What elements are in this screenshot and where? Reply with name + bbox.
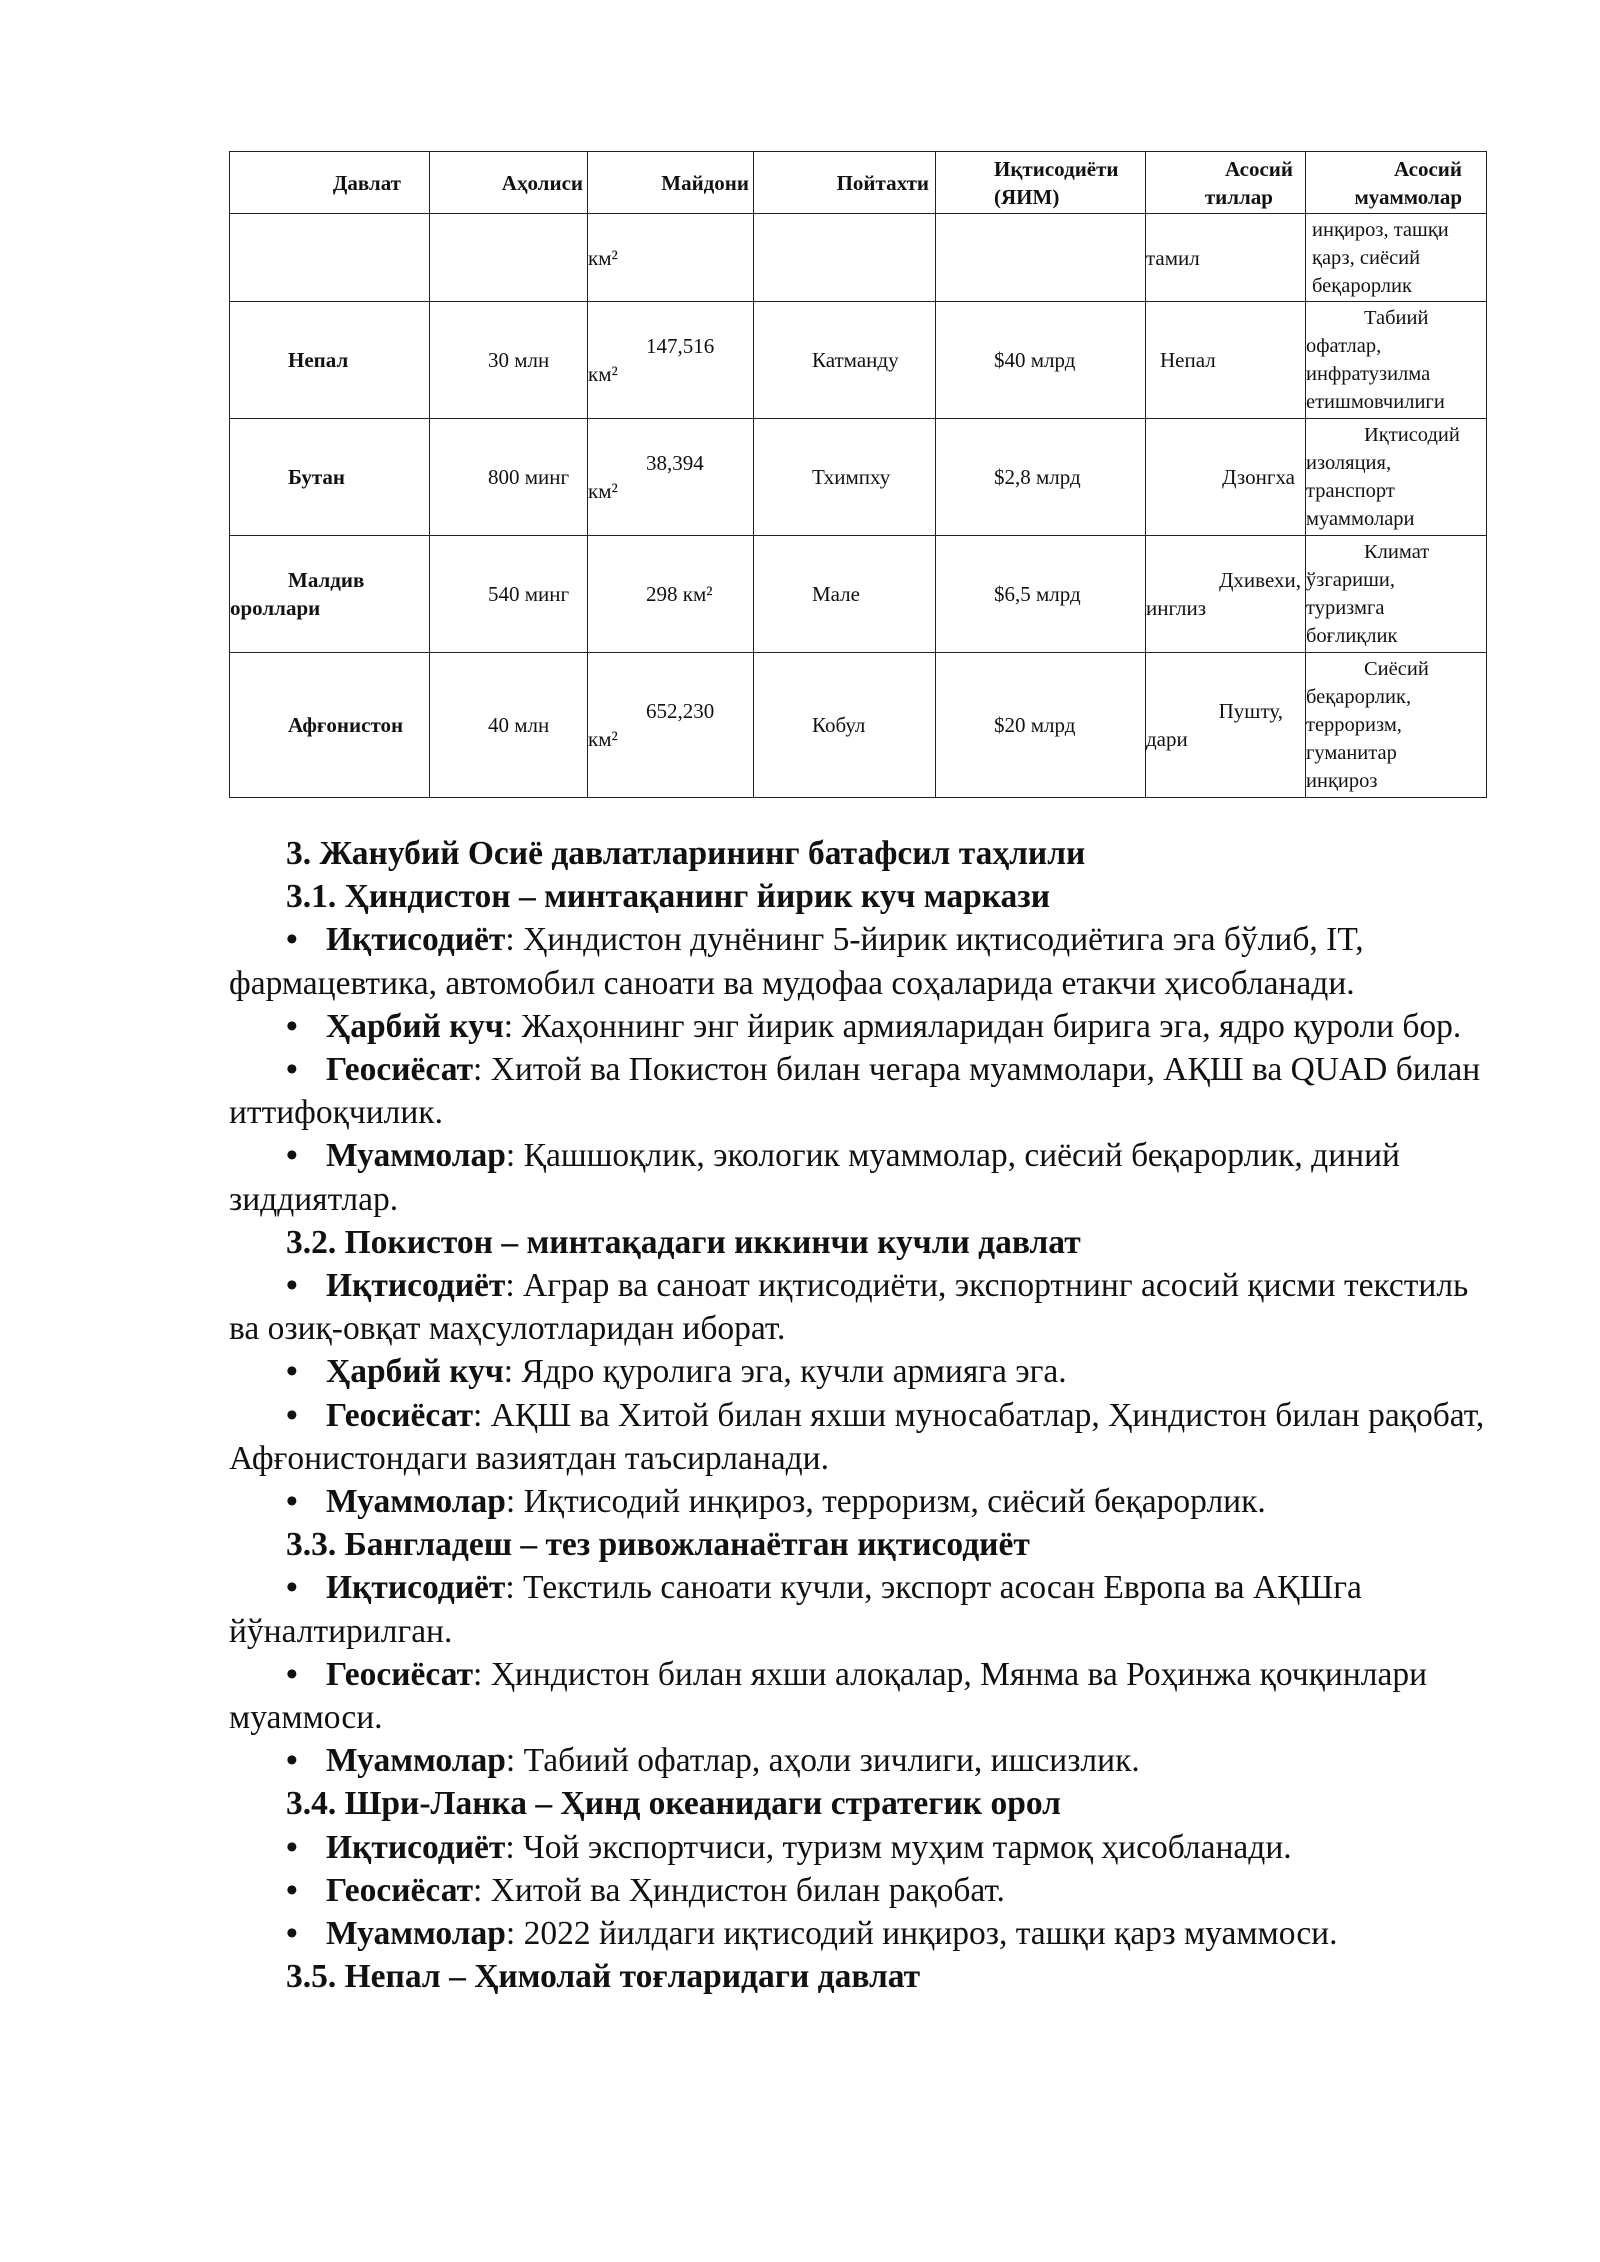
- table-row: [230, 419, 1487, 536]
- languages-text: Пушту,: [1218, 699, 1283, 723]
- header-capital: Пойтахти: [754, 152, 936, 214]
- header-economy: [936, 152, 1146, 214]
- subsection-heading: 3.2. Покистон – минтақадаги иккинчи кучли давлат: [286, 1223, 1081, 1261]
- area-unit: км²: [588, 479, 618, 503]
- table-cell-problems: [1306, 419, 1487, 536]
- country-name-line2: ороллари: [230, 596, 321, 620]
- list-item: [229, 1264, 1491, 1350]
- item-label: Ҳарбий куч: [326, 1353, 504, 1391]
- item-text: : Хитой ва Покистон билан чегара муаммолари, АҚШ ва QUAD билан иттифоқчилик.: [229, 1051, 1481, 1132]
- languages-text: дари: [1146, 727, 1188, 751]
- bullet-icon: •: [286, 1353, 298, 1391]
- item-label: Муаммолар: [326, 1137, 506, 1175]
- bullet-icon: •: [286, 1051, 298, 1089]
- problems-line: транспорт: [1306, 480, 1395, 502]
- languages-value: [1146, 653, 1306, 798]
- problems-line: қарз, сиёсий: [1312, 246, 1421, 269]
- table-cell: [754, 214, 936, 302]
- header-area: Майдони: [588, 152, 754, 214]
- problems-line: инқироз, ташқи: [1312, 218, 1449, 241]
- languages-value: [1146, 536, 1306, 653]
- header-languages: [1146, 152, 1306, 214]
- item-text: : Жаҳоннинг энг йирик армияларидан бирига эга, ядро қуроли бор.: [503, 1007, 1462, 1045]
- header-population: Аҳолиси: [430, 152, 588, 214]
- problems-line: гуманитар: [1306, 742, 1397, 764]
- header-economy-line2: (ЯИМ): [994, 184, 1060, 209]
- item-text: : Аграр ва саноат иқтисодиёти, экспортнинг асосий қисми текстиль ва озиқ-овқат маҳсулотларидан иборат.: [229, 1267, 1469, 1348]
- problems-line: туризмга: [1306, 597, 1385, 619]
- area-value: 38,394: [646, 451, 704, 475]
- table-cell-area: [588, 653, 754, 798]
- country-name: Непал: [230, 302, 430, 419]
- problems-line: Сиёсий: [1364, 658, 1429, 680]
- population-value: 800 минг: [430, 419, 588, 536]
- item-label: Муаммолар: [326, 1483, 506, 1521]
- economy-value: $40 млрд: [936, 302, 1146, 419]
- item-label: Иқтисодиёт: [326, 1569, 506, 1607]
- bullet-icon: •: [286, 1828, 298, 1866]
- problems-line: изоляция,: [1306, 452, 1392, 474]
- country-name: [230, 536, 430, 653]
- list-item: [229, 1480, 1491, 1523]
- item-text: : Ҳиндистон дунёнинг 5-йирик иқтисодиётига эга бўлиб, IT, фармацевтика, автомобил саноати ва мудофаа соҳаларида етакчи ҳисобланади.: [229, 921, 1364, 1002]
- area-value: 298 км²: [646, 582, 713, 606]
- subsection-heading: 3.4. Шри-Ланка – Ҳинд океанидаги стратегик орол: [286, 1785, 1061, 1823]
- problems-line: офатлар,: [1306, 335, 1382, 357]
- list-item: [229, 1739, 1491, 1782]
- languages-text: инглиз: [1146, 596, 1207, 620]
- problems-line: терроризм,: [1306, 714, 1402, 736]
- list-item: [229, 918, 1491, 1004]
- list-item: [229, 1912, 1491, 1955]
- population-value: 540 минг: [430, 536, 588, 653]
- area-value: 147,516: [646, 334, 715, 358]
- problems-line: Климат: [1364, 541, 1430, 563]
- table-cell-area: [588, 536, 754, 653]
- bullet-icon: •: [286, 1569, 298, 1607]
- table-row: [230, 653, 1487, 798]
- item-label: Геосиёсат: [326, 1396, 474, 1434]
- problems-line: беқарорлик,: [1306, 686, 1412, 708]
- table-row: [230, 302, 1487, 419]
- item-label: Ҳарбий куч: [326, 1007, 504, 1045]
- bullet-icon: •: [286, 1483, 298, 1521]
- languages-text: Непал: [1160, 348, 1216, 372]
- header-problems-line1: Асосий: [1394, 156, 1462, 181]
- header-economy-line1: Иқтисодиёти: [994, 156, 1119, 181]
- item-text: : 2022 йилдаги иқтисодий инқироз, ташқи қарз муаммоси.: [505, 1915, 1338, 1953]
- table-row: [230, 214, 1487, 302]
- item-label: Иқтисодиёт: [326, 921, 506, 959]
- header-languages-line2: тиллар: [1204, 184, 1273, 209]
- area-unit: км²: [588, 245, 618, 270]
- list-item: [229, 1566, 1491, 1652]
- item-label: Геосиёсат: [326, 1051, 474, 1089]
- economy-value: $20 млрд: [936, 653, 1146, 798]
- section-heading: 3. Жанубий Осиё давлатларининг батафсил таҳлили: [286, 835, 1086, 872]
- table-header-row: [230, 152, 1487, 214]
- bullet-icon: •: [286, 1396, 298, 1434]
- table-cell: [230, 214, 430, 302]
- bullet-icon: •: [286, 1915, 298, 1953]
- subsection-heading: 3.1. Ҳиндистон – минтақанинг йирик куч маркази: [286, 878, 1051, 916]
- problems-line: Иқтисодий: [1364, 424, 1460, 446]
- languages-text: Дзонгха: [1222, 465, 1295, 489]
- capital-value: Кобул: [754, 653, 936, 798]
- problems-line: ўзгариши,: [1306, 569, 1395, 591]
- bullet-icon: •: [286, 1137, 298, 1175]
- item-text: : Хитой ва Ҳиндистон билан рақобат.: [473, 1871, 1005, 1909]
- item-text: : Чой экспортчиси, туризм муҳим тармоқ ҳисобланади.: [505, 1828, 1292, 1866]
- document-body: [229, 832, 1491, 1998]
- item-text: : Қашшоқлик, экологик муаммолар, сиёсий беқарорлик, диний зиддиятлар.: [229, 1137, 1400, 1218]
- table-cell-problems: [1306, 653, 1487, 798]
- table-cell-problems: [1306, 302, 1487, 419]
- languages-value: [1146, 302, 1306, 419]
- population-value: 40 млн: [430, 653, 588, 798]
- item-label: Муаммолар: [326, 1915, 506, 1953]
- table-cell-languages: [1146, 214, 1306, 302]
- capital-value: Катманду: [754, 302, 936, 419]
- capital-value: Тхимпху: [754, 419, 936, 536]
- header-problems: [1306, 152, 1487, 214]
- item-text: : Ҳиндистон билан яхши алоқалар, Мянма ва Роҳинжа қочқинлари муаммоси.: [229, 1655, 1428, 1737]
- population-value: 30 млн: [430, 302, 588, 419]
- area-unit: км²: [588, 362, 618, 386]
- bullet-icon: •: [286, 921, 298, 959]
- problems-line: етишмовчилиги: [1306, 391, 1445, 413]
- item-text: : Табиий офатлар, аҳоли зичлиги, ишсизлик.: [505, 1742, 1140, 1780]
- bullet-icon: •: [286, 1007, 298, 1045]
- problems-line: беқарорлик: [1312, 274, 1412, 297]
- subsection-heading: 3.5. Непал – Ҳимолай тоғларидаги давлат: [286, 1958, 921, 1996]
- economy-value: $6,5 млрд: [936, 536, 1146, 653]
- item-label: Геосиёсат: [326, 1871, 474, 1909]
- countries-table: [229, 151, 1487, 798]
- area-unit: км²: [588, 727, 618, 751]
- list-item: [229, 1653, 1491, 1739]
- table-cell: [430, 214, 588, 302]
- item-label: Геосиёсат: [326, 1655, 474, 1693]
- problems-line: боғлиқлик: [1306, 625, 1398, 647]
- area-value: 652,230: [646, 699, 715, 723]
- item-text: : Иқтисодий инқироз, терроризм, сиёсий беқарорлик.: [505, 1483, 1266, 1521]
- list-item: [229, 1048, 1491, 1134]
- list-item: [229, 1005, 1491, 1048]
- subsection-heading: 3.3. Бангладеш – тез ривожланаётган иқтисодиёт: [286, 1526, 1030, 1564]
- header-country: Давлат: [230, 152, 430, 214]
- item-label: Иқтисодиёт: [326, 1267, 506, 1305]
- list-item: [229, 1394, 1491, 1480]
- table-cell-area: [588, 419, 754, 536]
- capital-value: Мале: [754, 536, 936, 653]
- item-text: : Ядро қуролига эга, кучли армияга эга.: [503, 1353, 1067, 1391]
- languages-text: Дхивехи,: [1219, 568, 1301, 592]
- languages-value: [1146, 419, 1306, 536]
- bullet-icon: •: [286, 1655, 298, 1693]
- table-cell-area: [588, 214, 754, 302]
- item-label: Иқтисодиёт: [326, 1828, 506, 1866]
- list-item: [229, 1134, 1491, 1220]
- item-label: Муаммолар: [326, 1742, 506, 1780]
- languages-text: тамил: [1146, 245, 1200, 270]
- item-text: : Текстиль саноати кучли, экспорт асосан Европа ва АҚШга йўналтирилган.: [229, 1569, 1362, 1650]
- table-cell: [936, 214, 1146, 302]
- table-row: [230, 536, 1487, 653]
- table-cell-problems: [1306, 214, 1487, 302]
- table-cell-problems: [1306, 536, 1487, 653]
- item-text: : АҚШ ва Хитой билан яхши муносабатлар, Ҳиндистон билан рақобат, Афғонистондаги вазиятдан таъсирланади.: [229, 1396, 1485, 1477]
- problems-line: инқироз: [1306, 770, 1378, 792]
- list-item: [229, 1350, 1491, 1393]
- table-cell-area: [588, 302, 754, 419]
- list-item: [229, 1826, 1491, 1869]
- country-name: Афғонистон: [230, 653, 430, 798]
- problems-line: инфратузилма: [1306, 363, 1431, 385]
- country-name-line1: Малдив: [288, 568, 365, 592]
- bullet-icon: •: [286, 1742, 298, 1780]
- country-name: Бутан: [230, 419, 430, 536]
- header-languages-line1: Асосий: [1225, 156, 1293, 181]
- economy-value: $2,8 млрд: [936, 419, 1146, 536]
- problems-line: Табиий: [1364, 307, 1429, 329]
- header-problems-line2: муаммолар: [1354, 184, 1462, 209]
- list-item: [229, 1869, 1491, 1912]
- bullet-icon: •: [286, 1871, 298, 1909]
- bullet-icon: •: [286, 1267, 298, 1305]
- problems-line: муаммолари: [1306, 508, 1415, 530]
